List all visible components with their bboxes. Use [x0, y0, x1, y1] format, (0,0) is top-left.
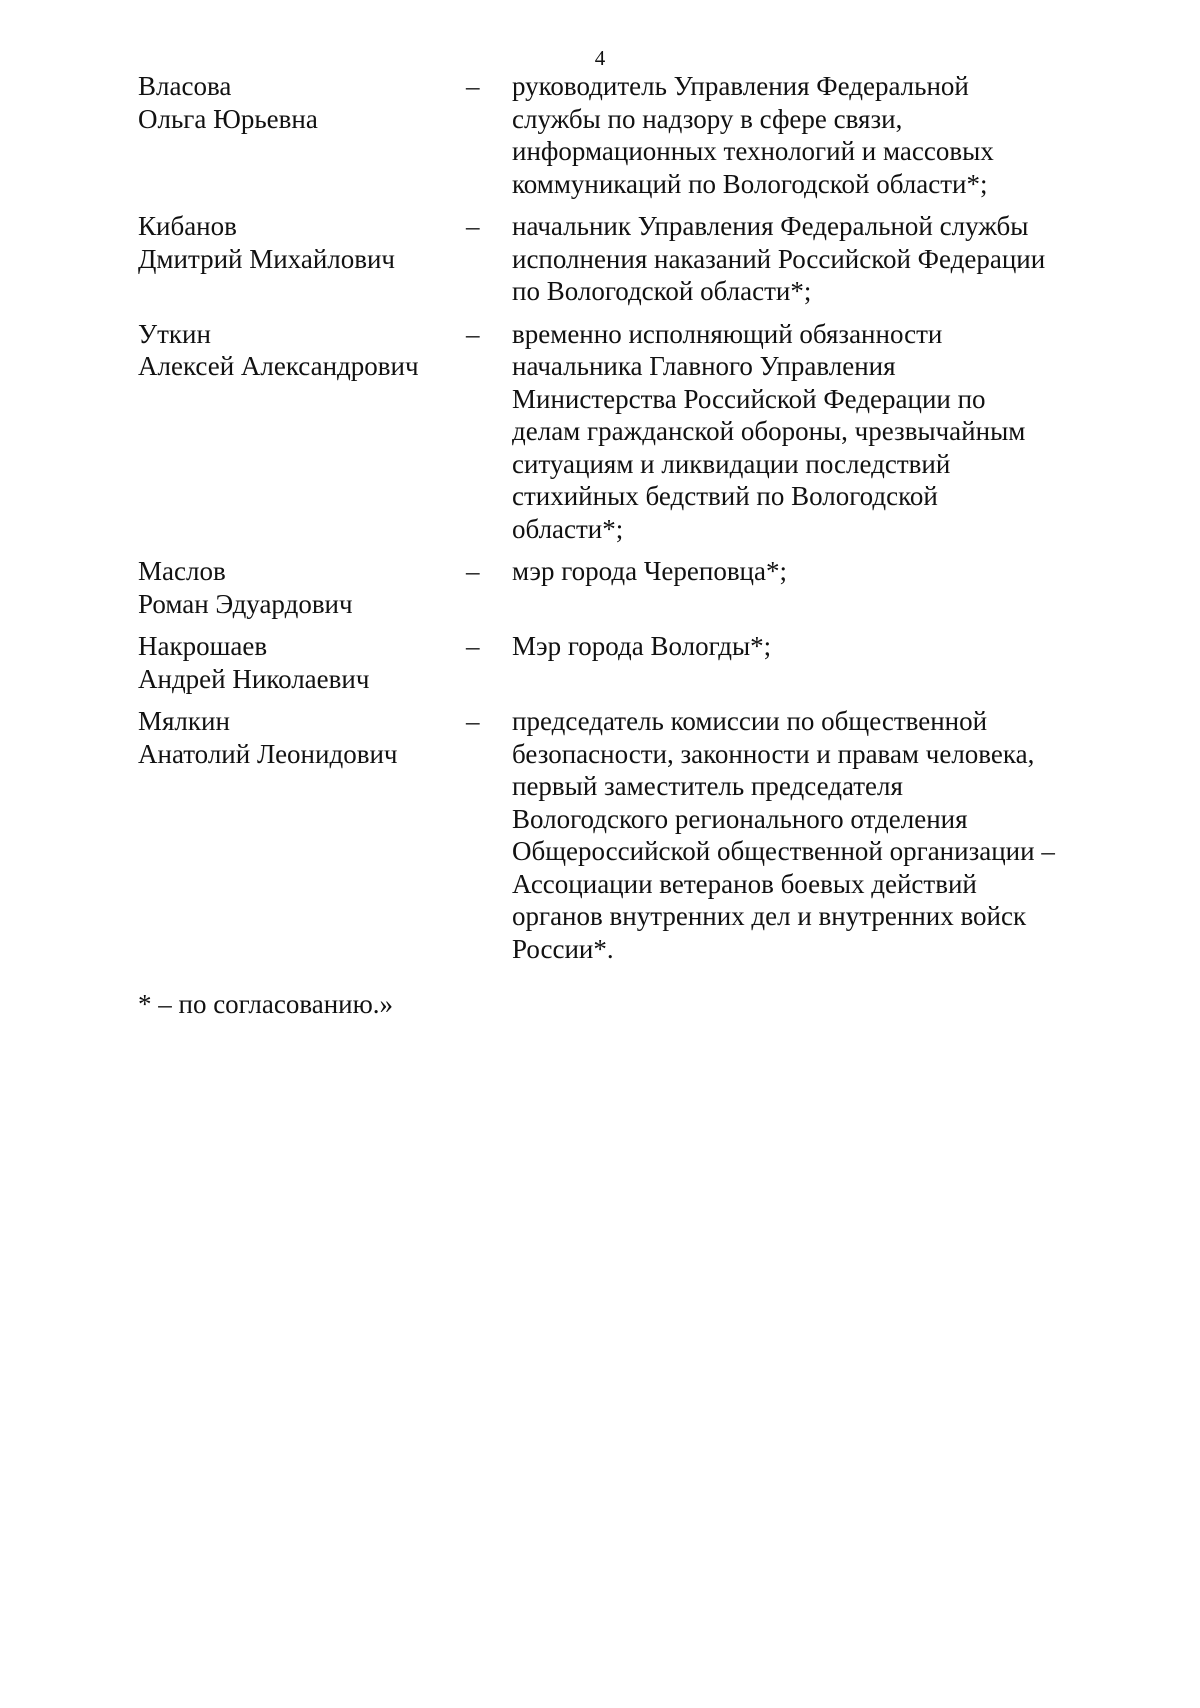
page-number: 4	[594, 46, 606, 70]
member-given-names: Анатолий Леонидович	[138, 738, 398, 769]
member-entry	[138, 318, 1098, 546]
member-entry	[138, 70, 1098, 200]
member-surname: Уткин	[138, 318, 211, 349]
member-name	[138, 70, 466, 135]
member-position: временно исполняющий обязанности начальника Главного Управления Министерства Российской Федерации по делам гражданской обороны, чрезвычайным ситуациям и ликвидации последствий стихийных бедствий по Вологодской области*;	[512, 318, 1026, 544]
member-name	[138, 318, 466, 383]
member-name	[138, 210, 466, 275]
member-entry	[138, 210, 1098, 308]
member-given-names: Дмитрий Михайлович	[138, 243, 396, 274]
member-dash: –	[466, 71, 480, 101]
member-entry	[138, 705, 1098, 965]
footnote: * – по согласованию.»	[138, 989, 394, 1019]
member-entry	[138, 555, 1098, 620]
member-surname: Накрошаев	[138, 631, 268, 661]
member-surname: Мялкин	[138, 706, 230, 736]
member-given-names: Ольга Юрьевна	[138, 103, 318, 134]
member-given-names: Алексей Александрович	[138, 351, 419, 381]
member-position: мэр города Череповца*;	[512, 556, 787, 586]
member-name	[138, 705, 466, 770]
member-position: Мэр города Вологды*;	[512, 631, 772, 661]
member-list	[138, 70, 1098, 965]
member-dash: –	[466, 706, 480, 736]
member-given-names: Андрей Николаевич	[138, 663, 370, 694]
member-dash: –	[466, 211, 480, 241]
member-position: начальник Управления Федеральной службы исполнения наказаний Российской Федерации по Вологодской области*;	[512, 211, 1046, 306]
member-given-names: Роман Эдуардович	[138, 588, 353, 619]
member-surname: Кибанов	[138, 211, 237, 241]
member-name	[138, 555, 466, 620]
member-surname: Власова	[138, 71, 232, 101]
member-surname: Маслов	[138, 556, 226, 586]
member-dash: –	[466, 556, 480, 586]
member-position: председатель комиссии по общественной безопасности, законности и правам человека, первый заместитель председателя Вологодского регионального отделения Общероссийской общественной организации – Ассоциации ветеранов боевых действий органов внутренних дел и внутренних войск России*.	[512, 706, 1055, 964]
member-name	[138, 630, 466, 695]
member-dash: –	[466, 318, 480, 349]
member-entry	[138, 630, 1098, 695]
member-position: руководитель Управления Федеральной службы по надзору в сфере связи, информационных технологий и массовых коммуникаций по Вологодской области*;	[512, 71, 994, 199]
member-dash: –	[466, 631, 480, 661]
